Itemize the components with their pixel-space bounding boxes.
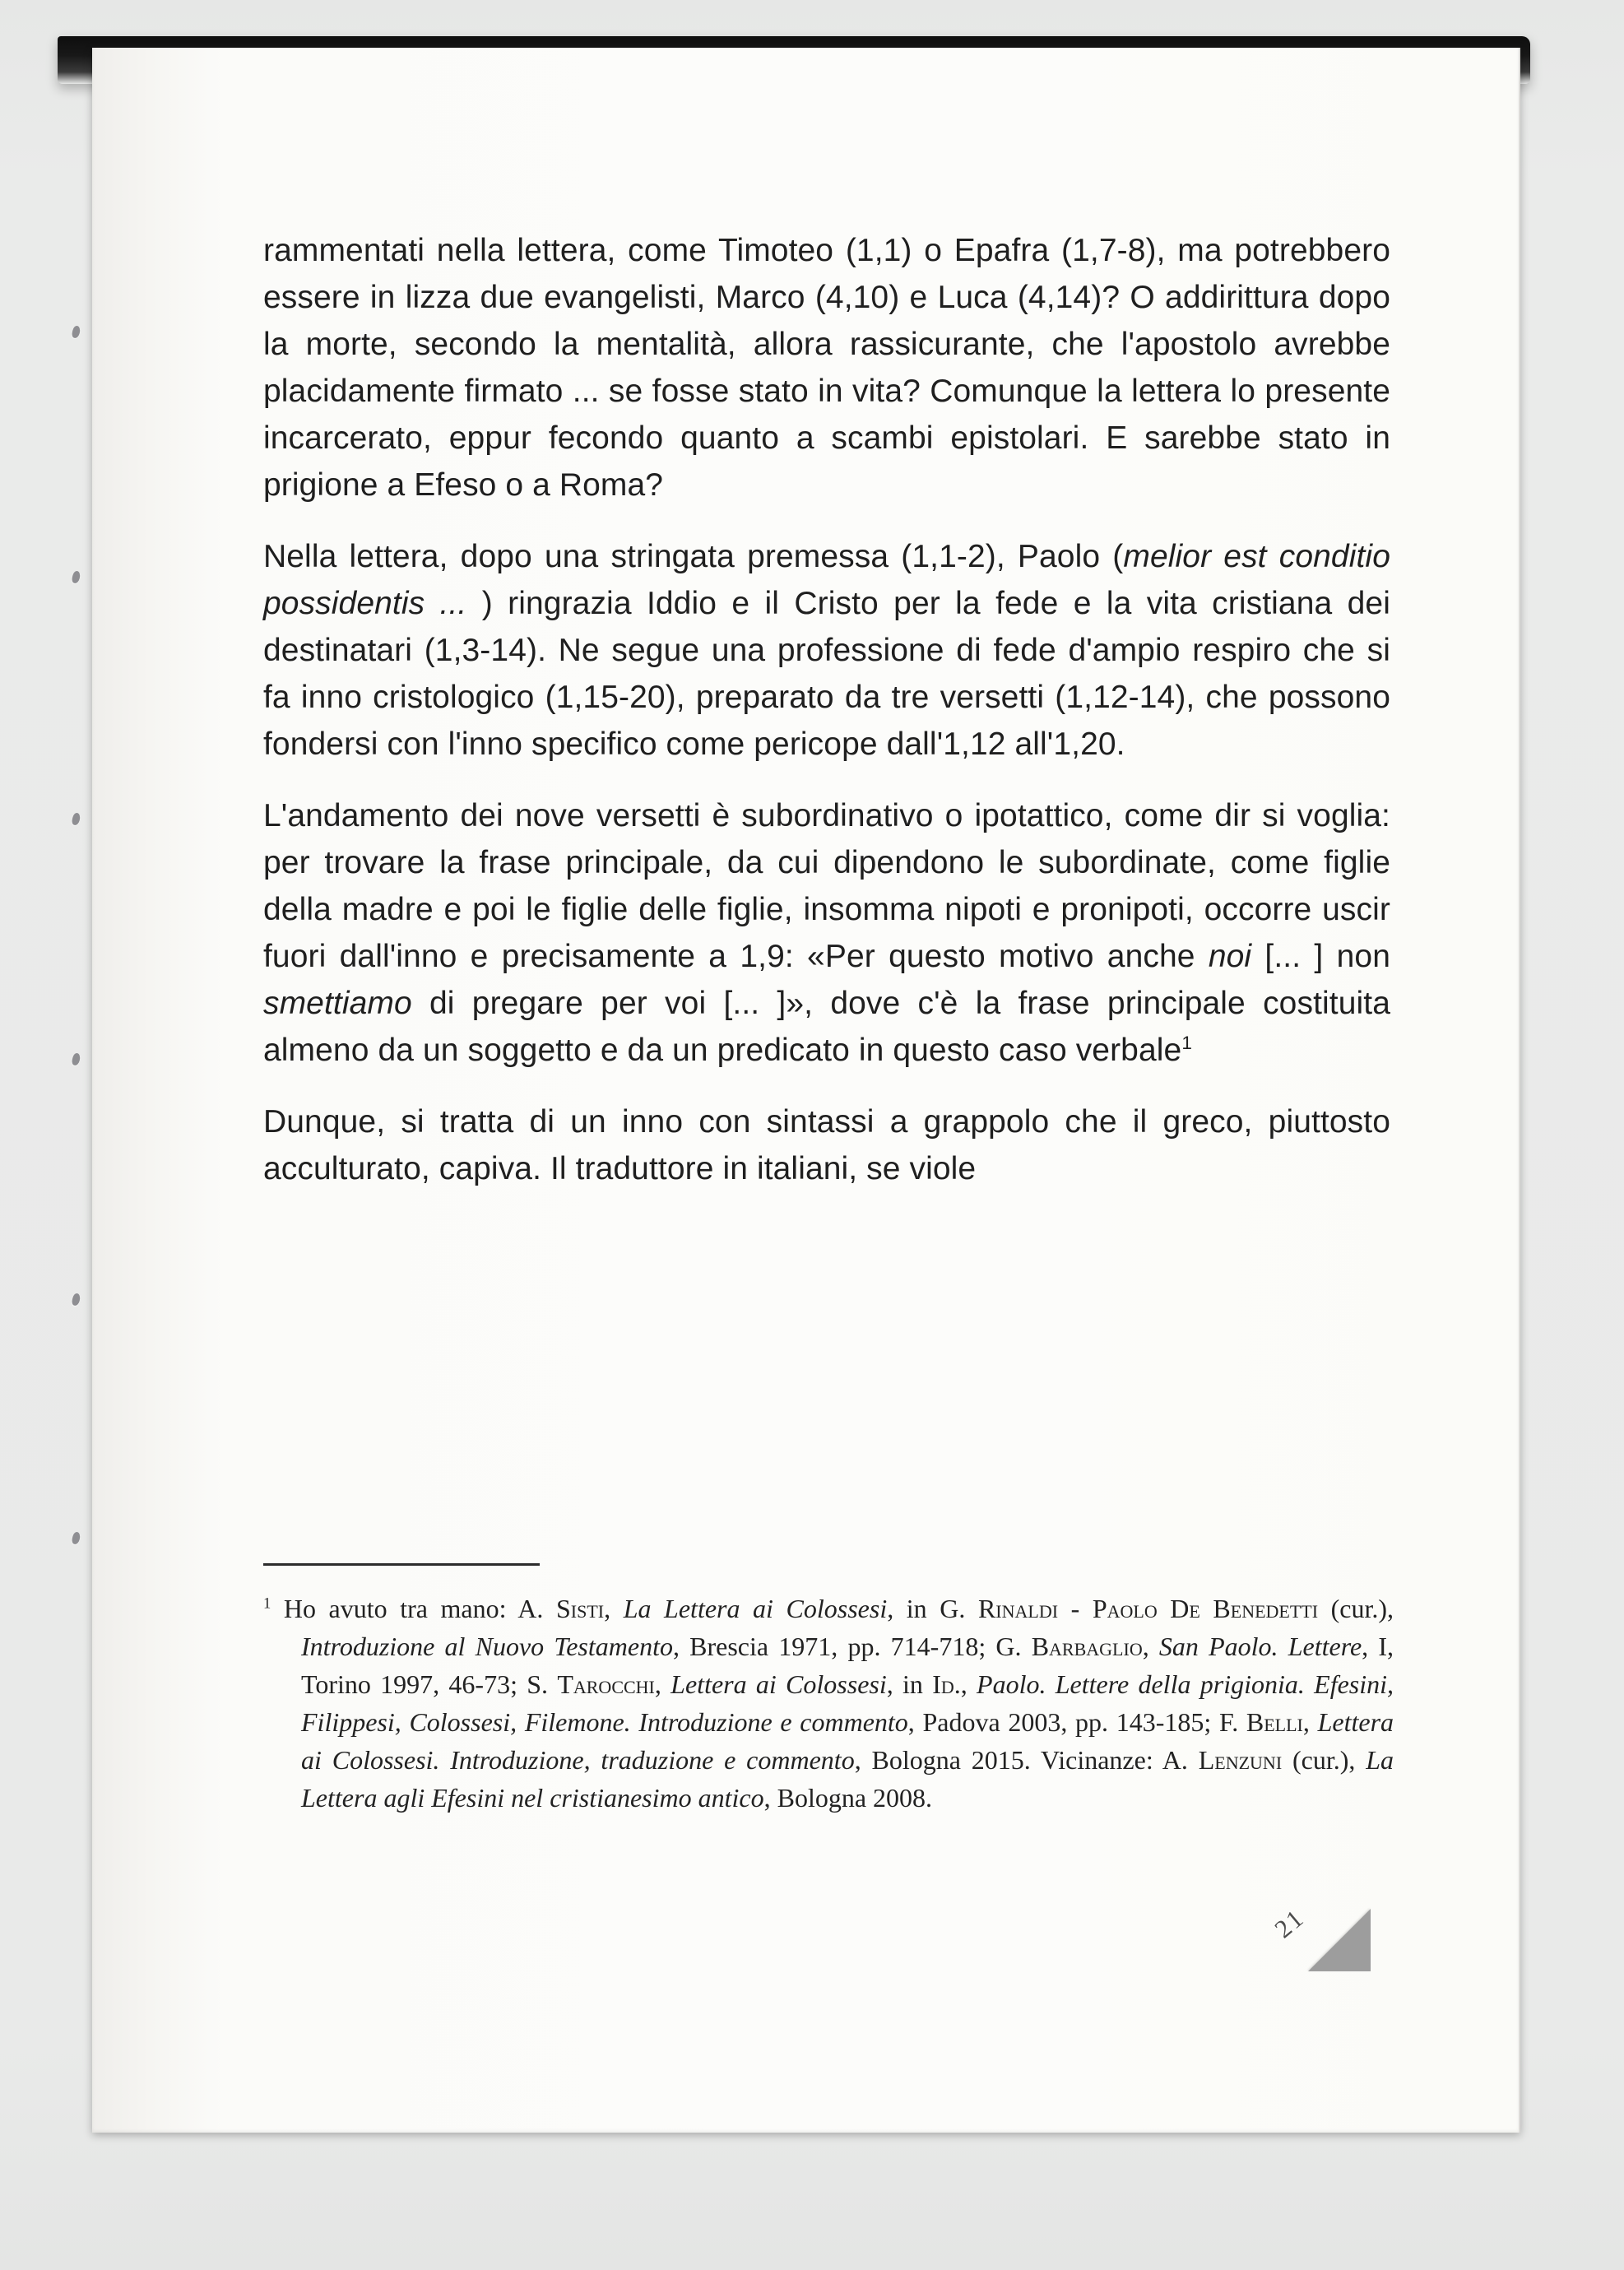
text-run: La Lettera ai Colossesi: [623, 1594, 888, 1623]
page-corner: [1247, 1889, 1371, 1971]
page-corner-triangle: [1308, 1909, 1371, 1971]
body-text: [263, 227, 1390, 1217]
page-number: 21: [1269, 1902, 1310, 1944]
text-run: Sisti: [555, 1594, 605, 1623]
text-run: , I, Torino 1997, 46-73; S.: [301, 1632, 1394, 1699]
text-run: Lenzuni: [1198, 1745, 1283, 1775]
text-run: Paolo De Benedetti: [1092, 1594, 1319, 1623]
text-run: [... ] non: [1251, 939, 1390, 974]
text-run: ,: [1142, 1632, 1159, 1661]
footnote-marker: 1: [263, 1595, 271, 1613]
text-run: ,: [654, 1669, 671, 1699]
paragraph: [263, 533, 1390, 768]
text-run: Ho avuto tra mano: A.: [271, 1594, 556, 1623]
text-run: , Brescia 1971, pp. 714-718; G.: [672, 1632, 1032, 1661]
footnote-paragraph: [263, 1590, 1394, 1817]
text-run: (cur.),: [1282, 1745, 1366, 1775]
text-run: Introduzione al Nuovo Testamento: [301, 1632, 673, 1661]
text-run: , in G.: [887, 1594, 978, 1623]
text-run: rammentati nella lettera, come Timoteo (1,1) o Epafra (1,7-8), ma potrebbero essere in lizza due evangelisti, Marco (4,10) e Luca (4,14)? O addirittura dopo la morte, secondo la mentalità, allora rassicurante, che l'apostolo avrebbe placidamente firmato ... se fosse stato in vita? Comunque la lettera lo presente incarcerato, eppur fecondo quanto a scambi epistolari. E sarebbe stato in prigione a Efeso o a Roma?: [263, 233, 1390, 503]
footnote-marker: 1: [1181, 1033, 1192, 1053]
text-run: smettiamo: [263, 986, 412, 1021]
text-run: Lettera ai Colossesi. Introduzione, traduzione e commento: [301, 1707, 1394, 1775]
text-run: San Paolo. Lettere: [1158, 1632, 1362, 1661]
text-run: melior est conditio possidentis ...: [263, 539, 1390, 621]
text-run: Nella lettera, dopo una stringata premessa (1,1-2), Paolo (: [263, 539, 1124, 574]
text-run: Id.: [932, 1669, 961, 1699]
footnote-rule: [263, 1563, 540, 1566]
paragraph: [263, 792, 1390, 1074]
text-run: Dunque, si tratta di un inno con sintassi a grappolo che il greco, piuttosto acculturato, capiva. Il traduttore in italiani, se viole: [263, 1104, 1390, 1186]
text-run: Paolo. Lettere della prigionia. Efesini, Filippesi, Colossesi, Filemone. Introduzione e commento: [301, 1669, 1394, 1737]
text-run: Belli: [1246, 1707, 1303, 1737]
text-run: ,: [960, 1669, 977, 1699]
text-run: di pregare per voi [... ]», dove c'è la frase principale costituita almeno da un soggetto e da un predicato in questo caso verbale: [263, 986, 1390, 1068]
text-run: , Bologna 2015. Vicinanze: A.: [854, 1745, 1199, 1775]
text-run: Barbaglio: [1031, 1632, 1143, 1661]
text-run: , Bologna 2008.: [763, 1783, 933, 1813]
text-run: ,: [604, 1594, 624, 1623]
text-run: Lettera ai Colossesi: [670, 1669, 887, 1699]
text-run: ) ringrazia Iddio e il Cristo per la fede e la vita cristiana dei destinatari (1,3-14). Ne segue una professione di fede d'ampio respiro che si fa inno cristologico (1,15-20), preparato da tre versetti (1,12-14), che possono fondersi con l'inno specifico come pericope dall'1,12 all'1,20.: [263, 586, 1390, 762]
text-run: ,: [1302, 1707, 1318, 1737]
text-run: noi: [1208, 939, 1252, 974]
book-page: [92, 48, 1520, 2133]
text-run: -: [1058, 1594, 1093, 1623]
text-run: , in: [886, 1669, 933, 1699]
text-run: La Lettera agli Efesini nel cristianesimo antico: [301, 1745, 1394, 1813]
text-run: (cur.),: [1318, 1594, 1394, 1623]
text-run: L'andamento dei nove versetti è subordinativo o ipotattico, come dir si voglia: per trovare la frase principale, da cui dipendono le subordinate, come figlie della madre e poi le figlie delle figlie, insomma nipoti e pronipoti, occorre uscir fuori dall'inno e precisamente a 1,9: «Per questo motivo anche: [263, 798, 1390, 974]
paragraph: [263, 227, 1390, 508]
text-run: Rinaldi: [977, 1594, 1059, 1623]
footnote-text: [263, 1590, 1394, 1817]
text-run: Tarocchi: [557, 1669, 655, 1699]
paragraph: [263, 1098, 1390, 1192]
text-run: , Padova 2003, pp. 143-185; F.: [907, 1707, 1246, 1737]
